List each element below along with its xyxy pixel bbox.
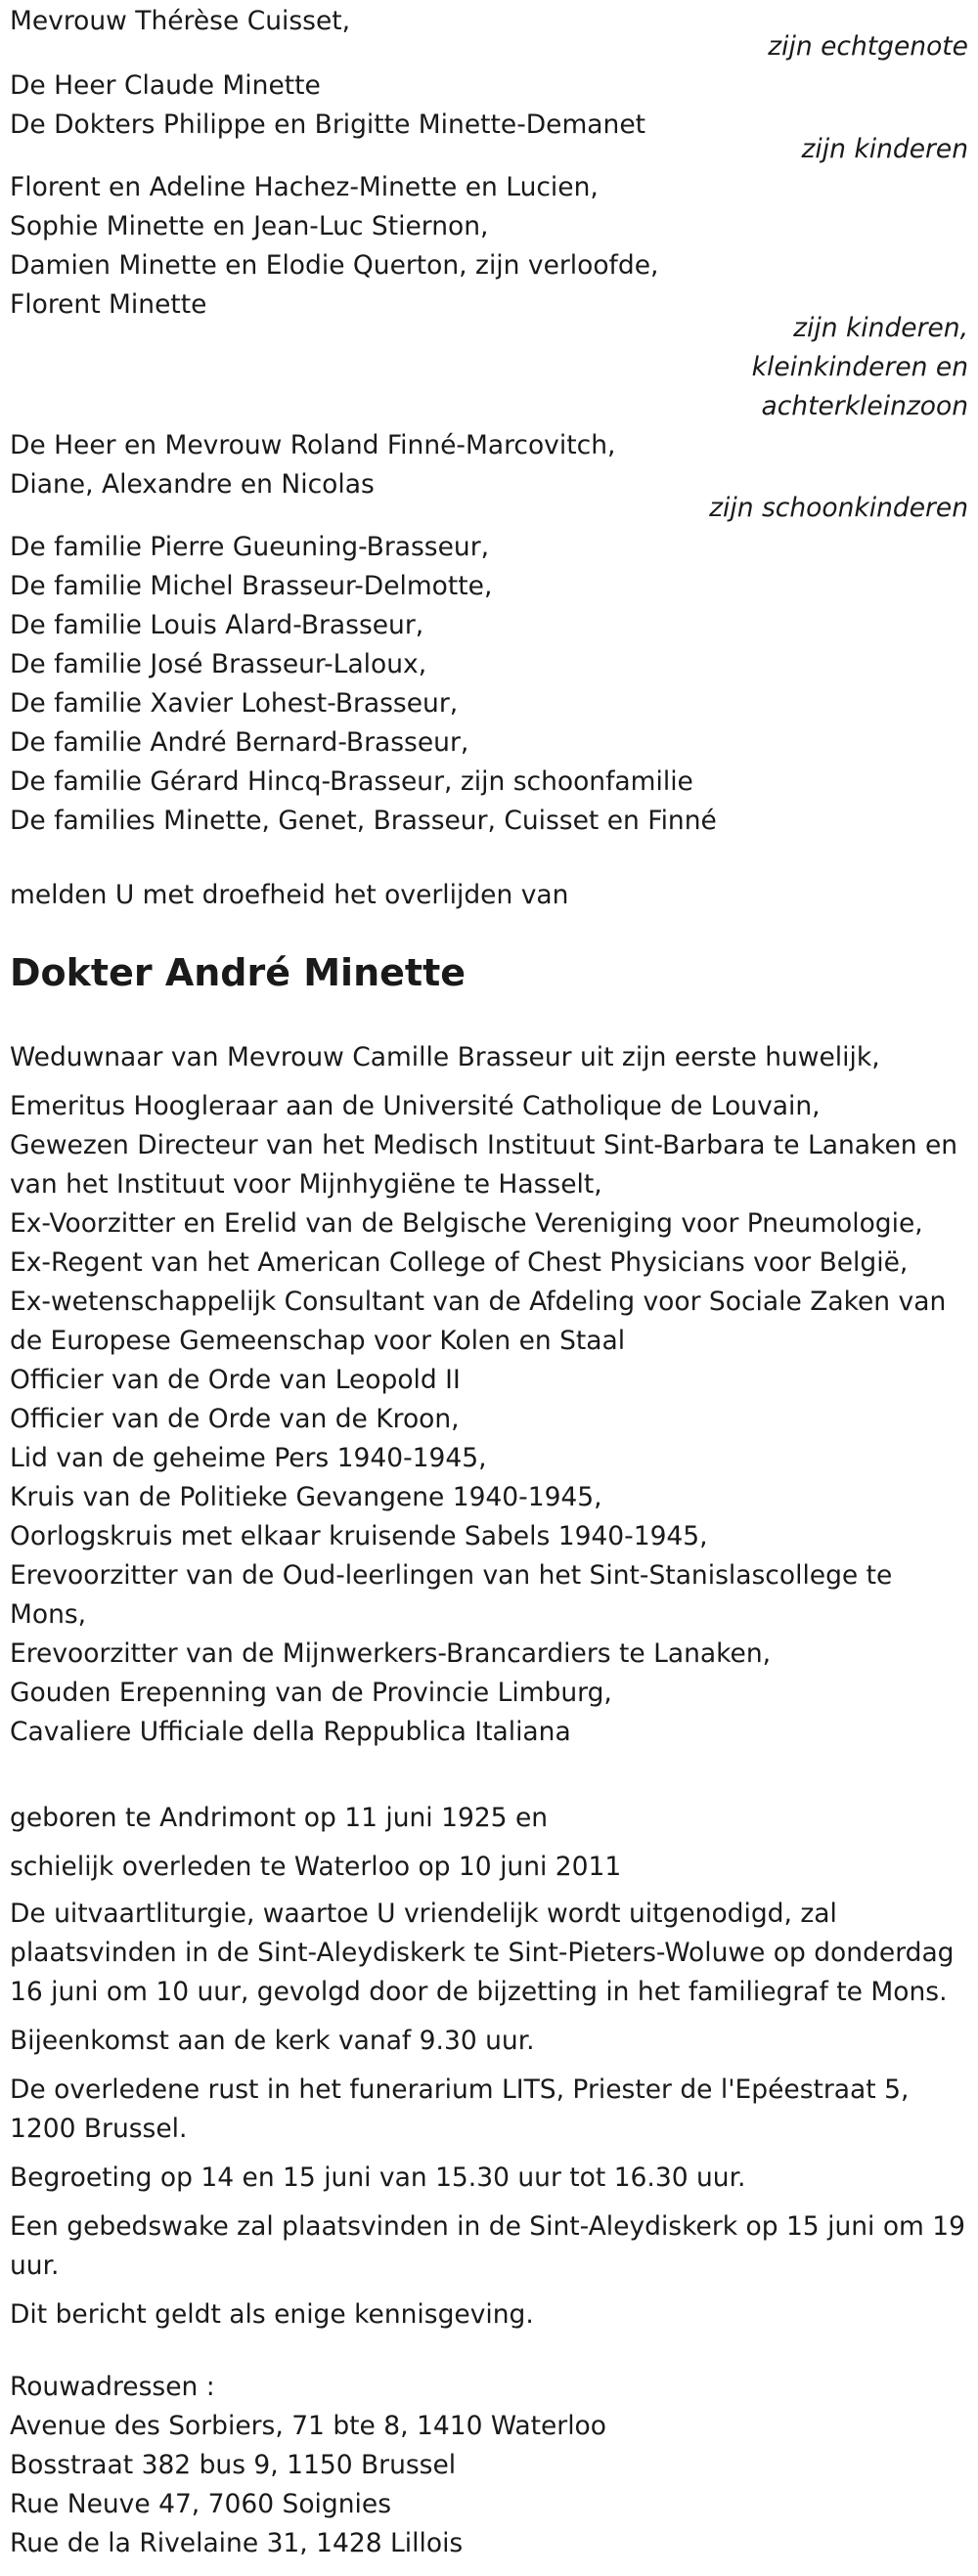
death-line: schielijk overleden te Waterloo op 10 juni 2011 — [10, 1852, 622, 1882]
address-line: Bosstraat 382 bus 9, 1150 Brussel — [10, 2450, 457, 2480]
notice-line: Dit bericht geldt als enige kennisgeving. — [10, 2299, 534, 2330]
children-relation: zijn kinderen — [801, 134, 968, 164]
spouse-relation: zijn echtgenote — [768, 31, 968, 62]
birth-line: geboren te Andrimont op 11 juni 1925 en — [10, 1803, 549, 1833]
funerarium-line: 1200 Brussel. — [10, 2114, 188, 2144]
extended-family-line: De familie Xavier Lohest-Brasseur, — [10, 688, 459, 719]
address-line: Rue de la Rivelaine 31, 1428 Lillois — [10, 2528, 464, 2558]
in-law-line: Diane, Alexandre en Nicolas — [10, 469, 375, 500]
grandchildren-relation: kleinkinderen en — [751, 352, 968, 382]
address-line: Rue Neuve 47, 7060 Soignies — [10, 2489, 391, 2519]
announcement: melden U met droefheid het overlijden van — [10, 880, 569, 910]
title-line: Mons, — [10, 1599, 87, 1630]
vigil-line: Een gebedswake zal plaatsvinden in de Sint-Aleydiskerk op 15 juni om 19 — [10, 2211, 965, 2242]
spouse-name: Mevrouw Thérèse Cuisset, — [10, 6, 351, 36]
extended-family-line: De families Minette, Genet, Brasseur, Cuisset en Finné — [10, 806, 717, 836]
grandchild-line: Sophie Minette en Jean-Luc Stiernon, — [10, 211, 489, 241]
title-line: Kruis van de Politieke Gevangene 1940-1945, — [10, 1482, 602, 1512]
funerarium-line: De overledene rust in het funerarium LITS, Priester de l'Epéestraat 5, — [10, 2074, 910, 2105]
gathering-line: Bijeenkomst aan de kerk vanaf 9.30 uur. — [10, 2026, 535, 2056]
grandchild-line: Damien Minette en Elodie Querton, zijn verloofde, — [10, 250, 659, 281]
address-line: Avenue des Sorbiers, 71 bte 8, 1410 Waterloo — [10, 2411, 606, 2441]
title-line: Ex-Regent van het American College of Chest Physicians voor België, — [10, 1247, 909, 1278]
title-line: Cavaliere Ufficiale della Reppublica Italiana — [10, 1717, 571, 1747]
grandchild-line: Florent Minette — [10, 289, 207, 320]
title-line: de Europese Gemeenschap voor Kolen en Staal — [10, 1326, 626, 1356]
funeral-line: plaatsvinden in de Sint-Aleydiskerk te Sint-Pieters-Woluwe op donderdag — [10, 1938, 955, 1968]
title-line: Ex-wetenschappelijk Consultant van de Afdeling voor Sociale Zaken van — [10, 1287, 947, 1317]
addresses-label: Rouwadressen : — [10, 2372, 215, 2402]
title-line: Oorlogskruis met elkaar kruisende Sabels 1940-1945, — [10, 1521, 708, 1551]
title-line: Erevoorzitter van de Oud-leerlingen van het Sint-Stanislascollege te — [10, 1560, 893, 1591]
extended-family-line: De familie Michel Brasseur-Delmotte, — [10, 571, 493, 601]
grandchildren-relation: zijn kinderen, — [793, 313, 968, 343]
funeral-line: De uitvaartliturgie, waartoe U vriendelijk wordt uitgenodigd, zal — [10, 1899, 837, 1929]
in-law-line: De Heer en Mevrouw Roland Finné-Marcovitch, — [10, 430, 616, 460]
extended-family-line: De familie André Bernard-Brasseur, — [10, 727, 469, 758]
title-line: Ex-Voorzitter en Erelid van de Belgische Vereniging voor Pneumologie, — [10, 1208, 923, 1239]
extended-family-line: De familie José Brasseur-Laloux, — [10, 649, 427, 679]
child-line: De Heer Claude Minette — [10, 70, 321, 101]
title-line: van het Instituut voor Mijnhygiëne te Hasselt, — [10, 1169, 602, 1200]
title-line: Gewezen Directeur van het Medisch Instituut Sint-Barbara te Lanaken en — [10, 1130, 958, 1160]
extended-family-line: De familie Pierre Gueuning-Brasseur, — [10, 532, 490, 562]
grandchild-line: Florent en Adeline Hachez-Minette en Lucien, — [10, 172, 599, 202]
widower-line: Weduwnaar van Mevrouw Camille Brasseur uit zijn eerste huwelijk, — [10, 1042, 880, 1072]
title-line: Officier van de Orde van de Kroon, — [10, 1404, 460, 1434]
deceased-name: Dokter André Minette — [10, 951, 467, 994]
title-line: Lid van de geheime Pers 1940-1945, — [10, 1443, 487, 1473]
visitation-line: Begroeting op 14 en 15 juni van 15.30 uur tot 16.30 uur. — [10, 2162, 746, 2193]
title-line: Officier van de Orde van Leopold II — [10, 1365, 461, 1395]
funeral-line: 16 juni om 10 uur, gevolgd door de bijzetting in het familiegraf te Mons. — [10, 1977, 948, 2007]
title-line: Gouden Erepenning van de Provincie Limburg, — [10, 1678, 612, 1708]
vigil-line: uur. — [10, 2250, 60, 2281]
extended-family-line: De familie Louis Alard-Brasseur, — [10, 610, 424, 640]
title-line: Erevoorzitter van de Mijnwerkers-Brancardiers te Lanaken, — [10, 1638, 772, 1669]
extended-family-line: De familie Gérard Hincq-Brasseur, zijn schoonfamilie — [10, 766, 693, 797]
grandchildren-relation: achterkleinzoon — [761, 391, 968, 421]
child-line: De Dokters Philippe en Brigitte Minette-Demanet — [10, 109, 646, 140]
in-laws-relation: zijn schoonkinderen — [709, 493, 968, 523]
title-line: Emeritus Hoogleraar aan de Université Catholique de Louvain, — [10, 1091, 821, 1121]
